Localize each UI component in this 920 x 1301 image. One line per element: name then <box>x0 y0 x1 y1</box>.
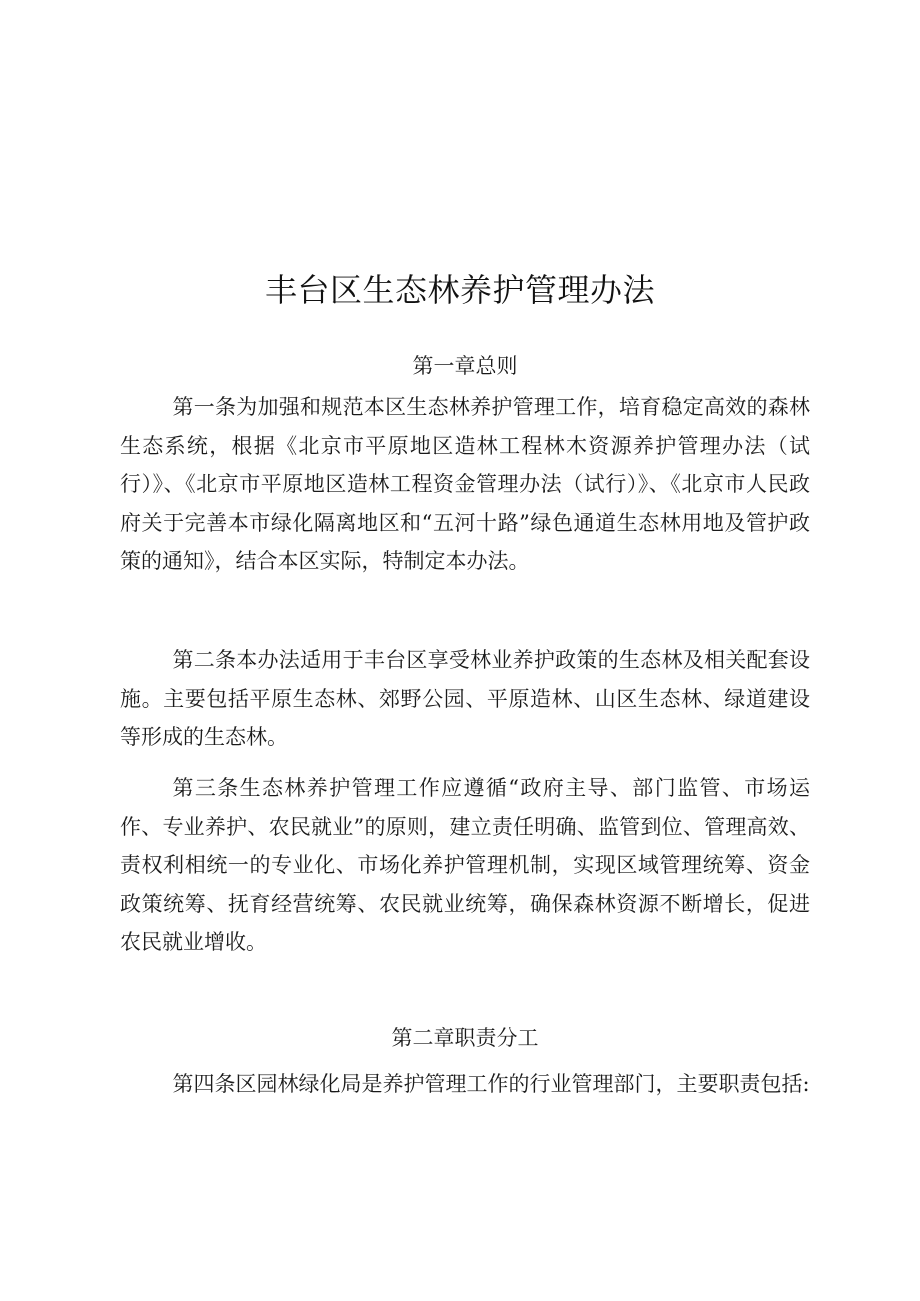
article-paragraph: 第二条本办法适用于丰台区享受林业养护政策的生态林及相关配套设施。主要包括平原生态林、郊野公园、平原造林、山区生态林、绿道建设等形成的生态林。 <box>120 648 810 750</box>
document-title: 丰台区生态林养护管理办法 <box>264 271 655 309</box>
chapter-heading: 第二章职责分工 <box>391 1026 539 1050</box>
article-paragraph: 第四条区园林绿化局是养护管理工作的行业管理部门，主要职责包括: <box>172 1072 810 1096</box>
chapter-heading: 第一章总则 <box>412 354 518 378</box>
article-paragraph: 第三条生态林养护管理工作应遵循“政府主导、部门监管、市场运作、专业养护、农民就业”的原则，建立责任明确、监管到位、管理高效、责权利相统一的专业化、市场化养护管理机制，实现区域管理统筹、资金政策统筹、抚育经营统筹、农民就业统筹，确保森林资源不断增长，促进农民就业增收。 <box>120 776 810 955</box>
article-paragraph: 第一条为加强和规范本区生态林养护管理工作，培育稳定高效的森林生态系统，根据《北京市平原地区造林工程林木资源养护管理办法（试行）》、《北京市平原地区造林工程资金管理办法（试行）》、《北京市人民政府关于完善本市绿化隔离地区和“五河十路”绿色通道生态林用地及管护政策的通知》，结合本区实际，特制定本办法。 <box>120 395 810 574</box>
